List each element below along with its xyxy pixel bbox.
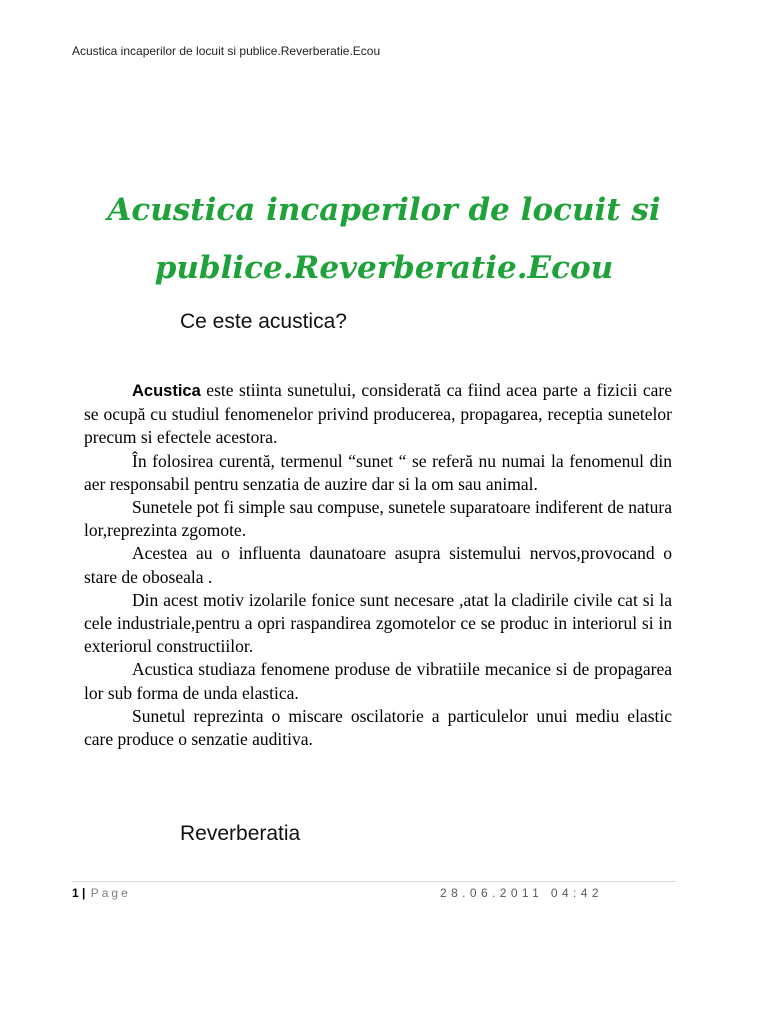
paragraph-4: Acestea au o influenta daunatoare asupra sistemului nervos,provocand o stare de oboseala . xyxy=(84,543,672,587)
term-acustica: Acustica xyxy=(132,382,201,400)
paragraph-2: În folosirea curentă, termenul “sunet “ se referă nu numai la fenomenul din aer responsabil pentru senzatia de auzire dar si la om sau animal. xyxy=(84,450,672,494)
document-title-line-1: Acustica incaperilor de locuit si xyxy=(107,192,661,228)
page-separator: | xyxy=(78,886,89,900)
page-label: Page xyxy=(90,886,131,900)
paragraph-1-text: este stiinta sunetului, considerată ca fiind acea parte a fizicii care se ocupă cu studiul fenomenelor privind producerea, propagarea, receptia sunetelor precum si efectele acestora. xyxy=(84,380,672,448)
paragraph-1 xyxy=(84,379,672,450)
page-number: 1 xyxy=(72,886,79,900)
paragraph-3: Sunetele pot fi simple sau compuse, sunetele suparatoare indiferent de natura lor,reprezinta zgomote. xyxy=(84,497,672,541)
footer-datetime: 28.06.2011 04:42 xyxy=(440,886,603,900)
paragraph-5: Din acest motiv izolarile fonice sunt necesare ,atat la cladirile civile cat si la cele industriale,pentru a opri raspandirea zgomotelor ce se produc in interiorul si in exteriorul constructiilor. xyxy=(84,589,672,657)
document-title-line-2: publice.Reverberatie.Ecou xyxy=(154,250,614,286)
running-header: Acustica incaperilor de locuit si publice.Reverberatie.Ecou xyxy=(72,44,381,58)
page-footer-number xyxy=(72,886,131,900)
section-heading-reverberatia: Reverberatia xyxy=(180,822,301,845)
body-text xyxy=(84,379,672,751)
paragraph-7: Sunetul reprezinta o miscare oscilatorie a particulelor unui mediu elastic care produce o senzatie auditiva. xyxy=(84,705,672,750)
section-heading-ce-este-acustica: Ce este acustica? xyxy=(180,310,347,333)
footer-divider xyxy=(72,881,676,882)
paragraph-6: Acustica studiaza fenomene produse de vibratiile mecanice si de propagarea lor sub forma de unda elastica. xyxy=(84,659,672,703)
